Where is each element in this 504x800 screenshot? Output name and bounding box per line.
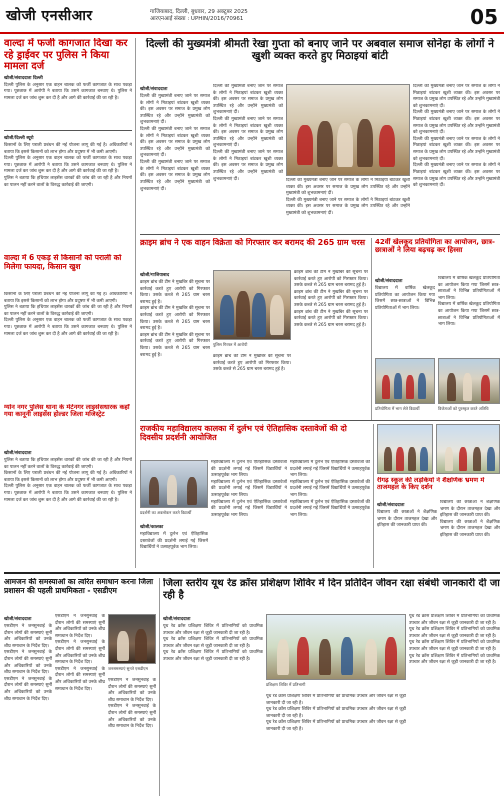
article-body-continued: दिल्ली की मुख्यमंत्री बनाए जाने पर समाज के लोगों ने मिठाइयां बांटकर खुशी व्यक्त की। इस अवसर पर समाज के प्रमुख लोग उपस्थित रहे और उन्होंने मुख्यमंत्री को शुभकामनाएं दीं। — [413, 110, 500, 136]
column-divider — [371, 238, 372, 420]
docs-headline-box — [140, 424, 370, 458]
article-body-continued: महाविद्यालय में दुर्लभ एवं ऐतिहासिक दस्तावेजों की प्रदर्शनी लगाई गई जिसमें विद्यार्थियों ने उत्साहपूर्वक भाग लिया। — [290, 479, 370, 499]
sports-photo-2 — [438, 358, 500, 404]
byline: खोजी/संवाददाता — [4, 451, 32, 456]
taj-headline-box — [377, 477, 500, 499]
docs-col-3 — [290, 460, 370, 568]
article-body-continued-2: क्राइम ब्रांच की टीम ने मुखबिर की सूचना पर कार्रवाई करते हुए आरोपी को गिरफ्तार किया। उसके कब्जे से 265 ग्राम चरस बरामद हुई है। — [140, 332, 210, 358]
sdm-headline-box — [4, 578, 154, 612]
crime-photo-caption: पुलिस गिरफ्त में आरोपी — [213, 342, 248, 347]
sports-col-1 — [375, 276, 435, 356]
article-body-continued: दिल्ली पुलिस के अनुसार एक वाहन चालक को फर्जी कागजात के साथ पकड़ा गया। पूछताछ में आरोपी ने बताया कि उसने कागजात बनवाए थे। पुलिस ने मामला दर्ज कर जांच शुरू कर दी है और आगे की कार्रवाई की जा रही है। — [4, 156, 132, 175]
article-body: महाविद्यालय में दुर्लभ एवं ऐतिहासिक दस्तावेजों की प्रदर्शनी लगाई गई जिसमें विद्यार्थियों ने उत्साहपूर्वक भाग लिया। — [140, 532, 208, 551]
article-body: दिल्ली पुलिस के अनुसार एक वाहन चालक को फर्जी कागजात के साथ पकड़ा गया। पूछताछ में आरोपी ने बताया कि उसने कागजात बनवाए थे। पुलिस ने मामला दर्ज कर जांच शुरू कर दी है और आगे की कार्रवाई की जा रही है। — [4, 82, 132, 101]
article-body: क्राइम ब्रांच की टीम ने मुखबिर की सूचना पर कार्रवाई करते हुए आरोपी को गिरफ्तार किया। उसके कब्जे से 265 ग्राम चरस बरामद हुई है। — [213, 354, 291, 373]
divider — [140, 420, 500, 421]
crime-headline-box — [140, 238, 368, 268]
byline: खोजी/संवाददाता — [377, 503, 405, 508]
byline: खोजी/दिल्ली ब्यूरो — [4, 136, 34, 141]
article-body-continued-2: महाविद्यालय में दुर्लभ एवं ऐतिहासिक दस्तावेजों की प्रदर्शनी लगाई गई जिसमें विद्यार्थियों ने उत्साहपूर्वक भाग लिया। — [290, 499, 370, 518]
sports-photo-1 — [375, 358, 435, 404]
article-body-continued-2: यूथ रेड क्रॉस प्रशिक्षण शिविर में प्रतिभागियों को प्राथमिक उपचार और जीवन रक्षा से जुड़ी जानकारी दी जा रही है। — [409, 640, 500, 653]
article-body: विद्यालय की छात्राओं ने शैक्षणिक भ्रमण के दौरान ताजमहल देखा और इतिहास की जानकारी प्राप्त की। — [377, 510, 437, 529]
article-body: महाविद्यालय में दुर्लभ एवं ऐतिहासिक दस्तावेजों की प्रदर्शनी लगाई गई जिसमें विद्यार्थियों ने उत्साहपूर्वक भाग लिया। — [211, 460, 287, 479]
article-body: दिल्ली की मुख्यमंत्री बनाए जाने पर समाज के लोगों ने मिठाइयां बांटकर खुशी व्यक्त की। इस अवसर पर समाज के प्रमुख लोग उपस्थित रहे और उन्होंने मुख्यमंत्री को शुभकामनाएं दीं। — [140, 94, 210, 126]
divider — [4, 572, 500, 574]
sdm-caption: जनसमस्याएं सुनते एसडीएम — [108, 666, 148, 671]
crime-photo — [213, 270, 291, 340]
sports-col-2 — [438, 276, 500, 356]
headline: ग्योन नगर पुलिस थाना के मेटेनगर लाइसेंसधारक कहाँ गया कानूनी लाइसेंस होल्डर जिला मजिस्ट्रेट — [4, 404, 130, 419]
crime-headline: क्राइम ब्रांच ने एक वाहन विक्रेता को गिरफ्तार कर बरामद की 265 ग्राम चरस — [140, 238, 366, 247]
article-body: महाविद्यालय में दुर्लभ एवं ऐतिहासिक दस्तावेजों की प्रदर्शनी लगाई गई जिसमें विद्यार्थियों ने उत्साहपूर्वक भाग लिया। — [290, 460, 370, 479]
article-body-continued: यूथ रेड क्रॉस प्रशिक्षण शिविर में प्रतिभागियों को प्राथमिक उपचार और जीवन रक्षा से जुड़ी जानकारी दी जा रही है। — [163, 637, 263, 649]
article-body: पुलिस ने बताया कि हथियार लाइसेंस धारकों की जांच की जा रही है और नियमों का पालन नहीं करने वालों के विरुद्ध कार्रवाई की जाएगी। — [4, 458, 132, 470]
article-body: विद्यालय की छात्राओं ने शैक्षणिक भ्रमण के दौरान ताजमहल देखा और इतिहास की जानकारी प्राप्त की। — [440, 500, 500, 519]
sdm-col-1 — [4, 614, 52, 796]
docs-col-1 — [140, 522, 208, 568]
article-body: यूथ रेड क्रॉस प्रशिक्षण शिविर में प्रतिभागियों को प्राथमिक उपचार और जीवन रक्षा से जुड़ी जानकारी दी जा रही है। — [409, 614, 500, 626]
article-body-continued-2: दिल्ली की मुख्यमंत्री बनाए जाने पर समाज के लोगों ने मिठाइयां बांटकर खुशी व्यक्त की। इस अवसर पर समाज के प्रमुख लोग उपस्थित रहे और उन्होंने मुख्यमंत्री को शुभकामनाएं दीं। — [213, 150, 283, 182]
article-body-continued-2: एसडीएम ने जनसुनवाई के दौरान लोगों की समस्याएं सुनीं और अधिकारियों को उनके शीघ्र समाधान के निर्देश दिए। — [55, 666, 105, 692]
byline: खोजी/संवाददाता दिल्ली — [4, 75, 43, 81]
story-license-body — [4, 448, 132, 568]
crime-col-2 — [213, 354, 291, 418]
article-body-continued: क्राइम ब्रांच की टीम ने मुखबिर की सूचना पर कार्रवाई करते हुए आरोपी को गिरफ्तार किया। उसके कब्जे से 265 ग्राम चरस बरामद हुई है। — [294, 289, 368, 309]
docs-col-2 — [211, 460, 287, 568]
divider — [4, 130, 132, 131]
article-body-continued-2: क्राइम ब्रांच की टीम ने मुखबिर की सूचना पर कार्रवाई करते हुए आरोपी को गिरफ्तार किया। उसके कब्जे से 265 ग्राम चरस बरामद हुई है। — [294, 309, 368, 328]
docs-caption: प्रदर्शनी का अवलोकन करते विद्यार्थी — [140, 510, 192, 515]
sdm-col-2 — [55, 614, 105, 796]
docs-photo — [140, 460, 208, 508]
story-fake-documents — [4, 38, 132, 128]
article-body: किसानों के लिए पराली प्रबंधन की नई योजना लागू की गई है। अधिकारियों ने बताया कि इससे किसानों को लाभ होगा और प्रदूषण में भी कमी आएगी। — [4, 292, 132, 304]
redcross-headline: जिला स्तरीय यूथ रेड क्रॉस प्रशिक्षण शिविर में दिन प्रतिदिन जीवन रक्षा संबंधी जानकारी दी जा रही है — [163, 578, 500, 601]
article-body: विद्यालय में वार्षिक खेलकूद प्रतियोगिता का आयोजन किया गया जिसमें छात्र-छात्राओं ने विभिन्न प्रतियोगिताओं में भाग लिया। — [375, 286, 435, 311]
sports-headline: 42वीं खेलकूद प्रतियोगिता का आयोजन, छात्र-छात्राओं ने लिया बढ़चढ़ कर हिस्सा — [375, 238, 495, 255]
article-body: विद्यालय में वार्षिक खेलकूद प्रतियोगिता का आयोजन किया गया जिसमें छात्र-छात्राओं ने विभिन्न प्रतियोगिताओं में भाग लिया। — [438, 276, 500, 301]
sports-caption-right: विजेताओं को पुरस्कृत करते अतिथि — [438, 406, 489, 411]
article-body-continued: यूथ रेड क्रॉस प्रशिक्षण शिविर में प्रतिभागियों को प्राथमिक उपचार और जीवन रक्षा से जुड़ी जानकारी दी जा रही है। — [409, 627, 500, 639]
article-body-continued-2: दिल्ली पुलिस के अनुसार एक वाहन चालक को फर्जी कागजात के साथ पकड़ा गया। पूछताछ में आरोपी ने बताया कि उसने कागजात बनवाए थे। पुलिस ने मामला दर्ज कर जांच शुरू कर दी है और आगे की कार्रवाई की जा रही है। — [4, 484, 132, 503]
redcross-col-2 — [266, 694, 406, 796]
byline: खोजी/संवाददाता — [375, 279, 403, 284]
article-body-continued: यूथ रेड क्रॉस प्रशिक्षण शिविर में प्रतिभागियों को प्राथमिक उपचार और जीवन रक्षा से जुड़ी जानकारी दी जा रही है। — [266, 707, 406, 719]
story-stubble-headline — [4, 254, 132, 290]
crime-col-1 — [140, 270, 210, 418]
headline: वाल्दा में 6 एकड़ से किसानों को पराली को मिलेगा फायदा, किसान खुश — [4, 254, 122, 271]
article-body-continued: किसानों के लिए पराली प्रबंधन की नई योजना लागू की गई है। अधिकारियों ने बताया कि इससे किसानों को लाभ होगा और प्रदूषण में भी कमी आएगी। — [4, 471, 132, 483]
article-body-continued-3: यूथ रेड क्रॉस प्रशिक्षण शिविर में प्रतिभागियों को प्राथमिक उपचार और जीवन रक्षा से जुड़ी जानकारी दी जा रही है। — [409, 653, 500, 666]
article-body-continued-3: दिल्ली की मुख्यमंत्री बनाए जाने पर समाज के लोगों ने मिठाइयां बांटकर खुशी व्यक्त की। इस अवसर पर समाज के प्रमुख लोग उपस्थित रहे और उन्होंने मुख्यमंत्री को शुभकामनाएं दीं। — [413, 163, 500, 189]
crime-col-3 — [294, 270, 368, 418]
article-body: एसडीएम ने जनसुनवाई के दौरान लोगों की समस्याएं सुनीं और अधिकारियों को उनके शीघ्र समाधान के निर्देश दिए। — [4, 624, 52, 649]
redcross-caption: प्रशिक्षण शिविर में प्रतिभागी — [266, 682, 306, 687]
article-body-continued-2: महाविद्यालय में दुर्लभ एवं ऐतिहासिक दस्तावेजों की प्रदर्शनी लगाई गई जिसमें विद्यार्थियों ने उत्साहपूर्वक भाग लिया। — [211, 499, 287, 518]
article-body-continued-2: दिल्ली की मुख्यमंत्री बनाए जाने पर समाज के लोगों ने मिठाइयां बांटकर खुशी व्यक्त की। इस अवसर पर समाज के प्रमुख लोग उपस्थित रहे और उन्होंने मुख्यमंत्री को शुभकामनाएं दीं। — [413, 136, 500, 162]
article-body-continued: दिल्ली की मुख्यमंत्री बनाए जाने पर समाज के लोगों ने मिठाइयां बांटकर खुशी व्यक्त की। इस अवसर पर समाज के प्रमुख लोग उपस्थित रहे और उन्होंने मुख्यमंत्री को शुभकामनाएं दीं। — [213, 117, 283, 149]
article-body-continued-2: एसडीएम ने जनसुनवाई के दौरान लोगों की समस्याएं सुनीं और अधिकारियों को उनके शीघ्र समाधान के निर्देश दिए। — [4, 676, 52, 702]
story-stubble-body — [4, 292, 132, 402]
lead-headline: दिल्ली की मुख्यमंत्री श्रीमती रेखा गुप्ता को बनाए जाने पर अबवाल समाज सोनेहा के लोगों ने खुशी व्यक्त करते हुए मिठाइयां बांटी — [146, 38, 494, 63]
redcross-photo — [266, 614, 406, 680]
sdm-headline: आमजन की समस्याओं का त्वरित समाधान करना जिला प्रशासन की पहली प्राथमिकता - एसडीएम — [4, 578, 154, 595]
sports-headline-box — [375, 238, 500, 274]
article-body: दिल्ली की मुख्यमंत्री बनाए जाने पर समाज के लोगों ने मिठाइयां बांटकर खुशी व्यक्त की। इस अवसर पर समाज के प्रमुख लोग उपस्थित रहे और उन्होंने मुख्यमंत्री को शुभकामनाएं दीं। — [286, 178, 410, 197]
redcross-headline-box — [163, 578, 500, 612]
lead-col-3 — [286, 178, 410, 232]
taj-photo-1 — [377, 424, 433, 474]
issue-date: गाजियाबाद, दिल्ली, बुधवार, 29 अक्टूबर 2025 — [150, 9, 248, 15]
docs-headline: राजकीय महाविद्यालय कालका में दुर्लभ एवं ऐतिहासिक दस्तावेजों की दो दिवसीय प्रदर्शनी आयोजित — [140, 424, 347, 443]
article-body-continued-2: पुलिस ने बताया कि हथियार लाइसेंस धारकों की जांच की जा रही है और नियमों का पालन नहीं करने वालों के विरुद्ध कार्रवाई की जाएगी। — [4, 176, 132, 188]
column-divider — [373, 424, 374, 568]
sdm-col-3 — [108, 678, 156, 796]
column-divider — [159, 578, 160, 796]
article-body: क्राइम ब्रांच की टीम ने मुखबिर की सूचना पर कार्रवाई करते हुए आरोपी को गिरफ्तार किया। उसके कब्जे से 265 ग्राम चरस बरामद हुई है। — [140, 280, 210, 305]
sdm-photo — [108, 614, 156, 664]
article-body-continued: क्राइम ब्रांच की टीम ने मुखबिर की सूचना पर कार्रवाई करते हुए आरोपी को गिरफ्तार किया। उसके कब्जे से 265 ग्राम चरस बरामद हुई है। — [140, 306, 210, 332]
article-body-continued-2: यूथ रेड क्रॉस प्रशिक्षण शिविर में प्रतिभागियों को प्राथमिक उपचार और जीवन रक्षा से जुड़ी जानकारी दी जा रही है। — [163, 650, 263, 663]
article-body: दिल्ली की मुख्यमंत्री बनाए जाने पर समाज के लोगों ने मिठाइयां बांटकर खुशी व्यक्त की। इस अवसर पर समाज के प्रमुख लोग उपस्थित रहे और उन्होंने मुख्यमंत्री को शुभकामनाएं दीं। — [413, 84, 500, 109]
article-body-continued: दिल्ली की मुख्यमंत्री बनाए जाने पर समाज के लोगों ने मिठाइयां बांटकर खुशी व्यक्त की। इस अवसर पर समाज के प्रमुख लोग उपस्थित रहे और उन्होंने मुख्यमंत्री को शुभकामनाएं दीं। — [140, 127, 210, 159]
article-body: एसडीएम ने जनसुनवाई के दौरान लोगों की समस्याएं सुनीं और अधिकारियों को उनके शीघ्र समाधान के निर्देश दिए। — [55, 614, 105, 639]
article-body-continued: दिल्ली की मुख्यमंत्री बनाए जाने पर समाज के लोगों ने मिठाइयां बांटकर खुशी व्यक्त की। इस अवसर पर समाज के प्रमुख लोग उपस्थित रहे और उन्होंने मुख्यमंत्री को शुभकामनाएं दीं। — [286, 197, 410, 217]
paper-name: खोजी एनसीआर — [6, 8, 93, 24]
column-divider — [135, 38, 136, 568]
byline: खोजी/गाजियाबाद — [140, 273, 170, 278]
article-body-continued-2: यूथ रेड क्रॉस प्रशिक्षण शिविर में प्रतिभागियों को प्राथमिक उपचार और जीवन रक्षा से जुड़ी जानकारी दी जा रही है। — [266, 720, 406, 733]
lead-headline-box — [140, 38, 500, 82]
byline: खोजी/संवाददाता — [4, 617, 32, 622]
article-body-continued: विद्यालय में वार्षिक खेलकूद प्रतियोगिता का आयोजन किया गया जिसमें छात्र-छात्राओं ने विभिन्न प्रतियोगिताओं में भाग लिया। — [438, 302, 500, 328]
headline: वाल्दा में फर्जी कागजात दिखा कर रहे ड्राईवर पर पुलिस ने किया मामला दर्ज — [4, 38, 128, 72]
article-body-continued: एसडीएम ने जनसुनवाई के दौरान लोगों की समस्याएं सुनीं और अधिकारियों को उनके शीघ्र समाधान के निर्देश दिए। — [4, 650, 52, 676]
article-body-continued: महाविद्यालय में दुर्लभ एवं ऐतिहासिक दस्तावेजों की प्रदर्शनी लगाई गई जिसमें विद्यार्थियों ने उत्साहपूर्वक भाग लिया। — [211, 479, 287, 499]
page-number: 05 — [470, 5, 498, 29]
article-body-continued: विद्यालय की छात्राओं ने शैक्षणिक भ्रमण के दौरान ताजमहल देखा और इतिहास की जानकारी प्राप्त की। — [440, 519, 500, 539]
divider — [140, 234, 500, 235]
article-body-continued-2: दिल्ली पुलिस के अनुसार एक वाहन चालक को फर्जी कागजात के साथ पकड़ा गया। पूछताछ में आरोपी ने बताया कि उसने कागजात बनवाए थे। पुलिस ने मामला दर्ज कर जांच शुरू कर दी है और आगे की कार्रवाई की जा रही है। — [4, 318, 132, 337]
taj-col-2 — [440, 500, 500, 568]
lead-col-1 — [140, 84, 210, 232]
issue-registration: आरएनआई संख्या : UPHIN/2016/70961 — [150, 16, 244, 23]
byline: खोजी/संवाददाता — [163, 617, 191, 622]
article-body: किसानों के लिए पराली प्रबंधन की नई योजना लागू की गई है। अधिकारियों ने बताया कि इससे किसानों को लाभ होगा और प्रदूषण में भी कमी आएगी। — [4, 143, 132, 155]
redcross-col-3 — [409, 614, 500, 796]
lead-col-2 — [213, 84, 283, 232]
taj-col-1 — [377, 500, 437, 568]
story-left-secondary — [4, 133, 132, 253]
byline: खोजी/संवाददाता — [140, 87, 168, 92]
article-body-continued: एसडीएम ने जनसुनवाई के दौरान लोगों की समस्याएं सुनीं और अधिकारियों को उनके शीघ्र समाधान के निर्देश दिए। — [108, 704, 156, 730]
taj-headline: रींगढ़ स्कूल की लड़कियों ने शैक्षणिक भ्रमण में ताजमहल के किए दर्शन — [377, 477, 485, 492]
redcross-col-1 — [163, 614, 263, 796]
byline: खोजी/कालका — [140, 525, 164, 530]
article-body: एसडीएम ने जनसुनवाई के दौरान लोगों की समस्याएं सुनीं और अधिकारियों को उनके शीघ्र समाधान के निर्देश दिए। — [108, 678, 156, 703]
lead-photo — [286, 84, 410, 176]
article-body: यूथ रेड क्रॉस प्रशिक्षण शिविर में प्रतिभागियों को प्राथमिक उपचार और जीवन रक्षा से जुड़ी जानकारी दी जा रही है। — [266, 694, 406, 706]
article-body-continued-2: दिल्ली की मुख्यमंत्री बनाए जाने पर समाज के लोगों ने मिठाइयां बांटकर खुशी व्यक्त की। इस अवसर पर समाज के प्रमुख लोग उपस्थित रहे और उन्होंने मुख्यमंत्री को शुभकामनाएं दीं। — [140, 160, 210, 192]
issue-info — [150, 9, 340, 24]
article-body: यूथ रेड क्रॉस प्रशिक्षण शिविर में प्रतिभागियों को प्राथमिक उपचार और जीवन रक्षा से जुड़ी जानकारी दी जा रही है। — [163, 624, 263, 636]
article-body: दिल्ली की मुख्यमंत्री बनाए जाने पर समाज के लोगों ने मिठाइयां बांटकर खुशी व्यक्त की। इस अवसर पर समाज के प्रमुख लोग उपस्थित रहे और उन्होंने मुख्यमंत्री को शुभकामनाएं दीं। — [213, 84, 283, 116]
lead-col-4 — [413, 84, 500, 232]
masthead — [0, 0, 504, 34]
sports-caption-left: प्रतियोगिता में भाग लेते विद्यार्थी — [375, 406, 420, 411]
article-body-continued: एसडीएम ने जनसुनवाई के दौरान लोगों की समस्याएं सुनीं और अधिकारियों को उनके शीघ्र समाधान के निर्देश दिए। — [55, 640, 105, 666]
taj-photo-2 — [436, 424, 500, 474]
article-body: क्राइम ब्रांच की टीम ने मुखबिर की सूचना पर कार्रवाई करते हुए आरोपी को गिरफ्तार किया। उसके कब्जे से 265 ग्राम चरस बरामद हुई है। — [294, 270, 368, 289]
article-body-continued: पुलिस ने बताया कि हथियार लाइसेंस धारकों की जांच की जा रही है और नियमों का पालन नहीं करने वालों के विरुद्ध कार्रवाई की जाएगी। — [4, 305, 132, 317]
story-license-headline — [4, 404, 132, 448]
